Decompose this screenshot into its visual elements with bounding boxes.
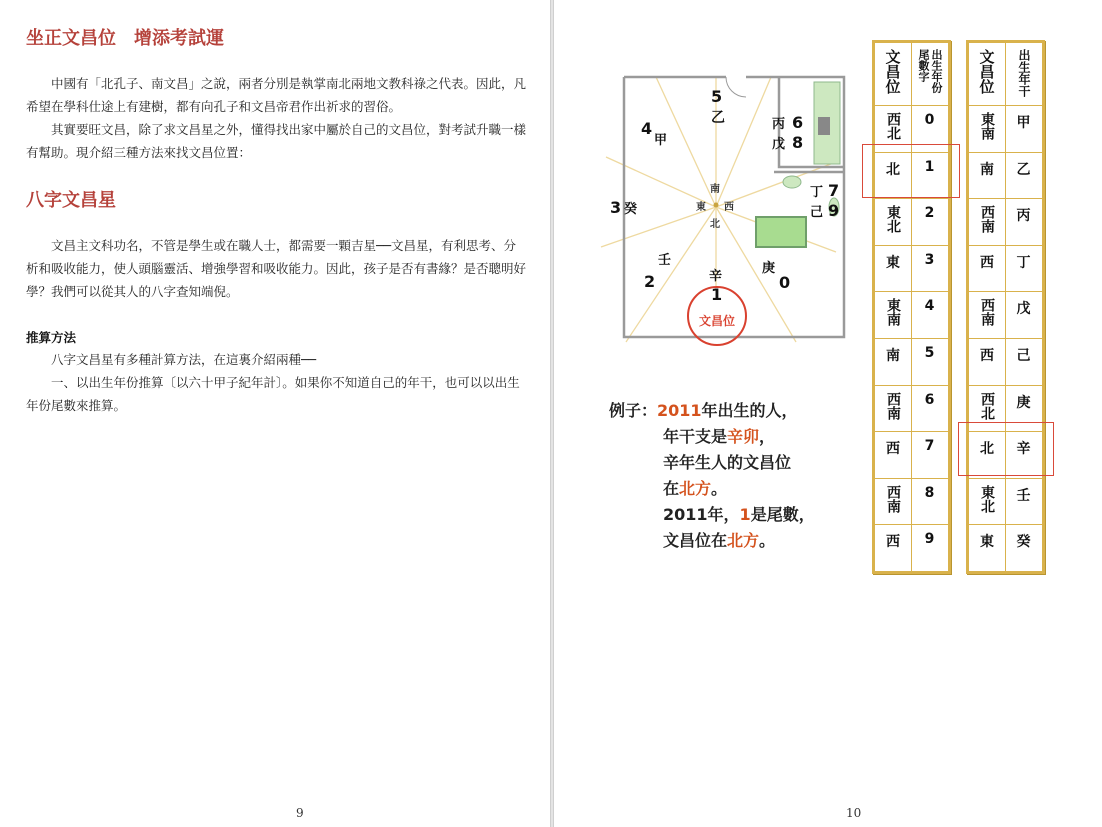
table-heavenly-stem: [966, 40, 1045, 574]
stove: [818, 117, 830, 135]
sector-stem-yi: 乙: [711, 110, 725, 126]
year-digit-value-cell: 9: [924, 531, 935, 548]
year-digit-position-cell: 北: [886, 161, 900, 178]
sector-num-1: 1: [711, 285, 723, 304]
year-digit-value-cell: 8: [924, 484, 935, 501]
year-digit-row: [875, 292, 948, 339]
heavenly-stem-row: [969, 339, 1042, 386]
compass-south: 南: [710, 184, 720, 195]
heavenly-stem-row: [969, 153, 1042, 200]
header-birth-stem: 出生年干: [1017, 49, 1031, 97]
year-digit-position-cell: 西: [886, 441, 900, 458]
heading-bazi-wenchang: 八字文昌星: [26, 190, 116, 211]
example-line-5: 2011年，1是尾數，: [663, 505, 815, 524]
heavenly-stem-row: [969, 525, 1042, 571]
heading-wenchang-seat: 坐正文昌位 增添考試運: [26, 28, 224, 49]
highlight-box-stem-xin: [958, 422, 1054, 476]
heavenly-stem-position-cell: 西南: [979, 205, 995, 234]
year-digit-value-cell: 4: [924, 298, 935, 315]
example-block: [609, 398, 815, 554]
heavenly-stem-value-cell: 甲: [1016, 115, 1031, 131]
table-heavenly-stem-header: [969, 43, 1042, 106]
heavenly-stem-value-cell: 己: [1016, 347, 1031, 364]
year-digit-value-cell: 6: [924, 391, 935, 408]
year-digit-position-cell: 東北: [885, 205, 901, 234]
heavenly-stem-row: [969, 246, 1042, 293]
heavenly-stem-value-cell: 乙: [1016, 161, 1031, 178]
year-digit-row: [875, 199, 948, 246]
table-year-digit: [872, 40, 951, 574]
table-year-digit-header: [875, 43, 948, 106]
sector-num-0: 0: [779, 273, 791, 292]
heavenly-stem-position-cell: 西北: [979, 391, 995, 420]
year-digit-position-cell: 南: [886, 347, 900, 364]
year-digit-value-cell: 2: [924, 205, 935, 222]
sector-num-2: 2: [644, 272, 656, 291]
example-line-3: 辛年生人的文昌位: [663, 453, 792, 472]
sector-num-9: 9: [828, 201, 840, 220]
sector-stem-bing: 丙: [772, 117, 786, 132]
year-digit-position-cell: 西: [886, 534, 900, 551]
sector-stem-gui: 癸: [624, 202, 638, 217]
heavenly-stem-row: [969, 292, 1042, 339]
compass-east: 東: [696, 202, 706, 213]
year-digit-value-cell: 7: [924, 438, 935, 455]
year-digit-row: [875, 339, 948, 386]
example-line-1: 例子：2011年出生的人，: [609, 401, 798, 420]
sector-labels: [610, 87, 839, 304]
paragraph-methods-intro: 其實要旺文昌，除了求文昌星之外，懂得找出家中屬於自己的文昌位，對考試升職一樣有幫助。現介紹三種方法來找文昌位置：: [26, 122, 527, 160]
heavenly-stem-row: [969, 199, 1042, 246]
highlight-box-year-1: [862, 144, 960, 198]
label-calculation-method: 推算方法: [26, 330, 77, 345]
year-digit-value-cell: 0: [924, 112, 935, 128]
sector-stem-xin: 辛: [709, 269, 723, 284]
year-digit-position-cell: 西南: [885, 391, 901, 420]
sector-stem-geng: 庚: [762, 261, 776, 276]
heavenly-stem-row: [969, 479, 1042, 526]
sector-stem-ji: 己: [810, 205, 824, 220]
sector-num-3: 3: [610, 198, 622, 217]
heavenly-stem-row: [969, 106, 1042, 153]
year-digit-value-cell: 1: [924, 158, 935, 175]
heavenly-stem-position-cell: 北: [980, 441, 994, 458]
year-digit-row: [875, 479, 948, 526]
example-line-6: 文昌位在北方。: [663, 531, 776, 550]
year-digit-position-cell: 東: [886, 254, 900, 271]
header-year-last-digit: 出生年份尾數字: [917, 49, 943, 93]
heavenly-stem-position-cell: 東北: [979, 484, 995, 513]
heavenly-stem-value-cell: 戊: [1016, 301, 1031, 318]
heavenly-stem-value-cell: 庚: [1016, 394, 1031, 411]
heavenly-stem-value-cell: 丙: [1016, 208, 1031, 225]
toilet: [783, 176, 801, 188]
paragraph-two-methods: 八字文昌星有多種計算方法，在這裏介紹兩種──: [51, 352, 317, 367]
sector-num-8: 8: [792, 133, 804, 152]
sector-num-6: 6: [792, 113, 804, 132]
heavenly-stem-value-cell: 辛: [1016, 441, 1031, 458]
heavenly-stem-position-cell: 南: [980, 161, 994, 178]
year-digit-value-cell: 5: [924, 344, 935, 361]
sector-num-5: 5: [711, 87, 723, 106]
right-page: [553, 0, 1102, 827]
heavenly-stem-position-cell: 西南: [979, 298, 995, 327]
table-heavenly-stem-body: [969, 106, 1042, 571]
year-digit-position-cell: 西南: [885, 484, 901, 513]
compass-north: 北: [710, 219, 720, 230]
example-line-2: 年干支是辛卯，: [663, 427, 776, 446]
paragraph-method-one: 一、以出生年份推算〔以六十甲子紀年計〕。如果你不知道自己的年干，也可以以出生年份尾數來推算。: [26, 375, 520, 413]
year-digit-row: [875, 386, 948, 433]
year-digit-row: [875, 432, 948, 479]
sector-num-7: 7: [828, 181, 840, 200]
paragraph-wenchang-star: 文昌主文科功名，不管是學生或在職人士，都需要一顆吉星──文昌星，有利思考、分析和吸收能力，使人頭腦靈活、增強學習和吸收能力。因此，孩子是否有書緣？是否聰明好學？我們可以從其人的八字查知端倪。: [26, 238, 527, 299]
year-digit-position-cell: 東南: [885, 298, 901, 327]
bathtub: [756, 217, 806, 247]
compass-west: 西: [724, 202, 734, 213]
header-wenchang-position: 文昌位: [883, 49, 902, 94]
page-number-left: 9: [296, 806, 304, 820]
heavenly-stem-position-cell: 東南: [979, 112, 995, 140]
paragraph-intro: 中國有「北孔子、南文昌」之說，兩者分別是執掌南北兩地文教科祿之代表。因此，凡希望在學科仕途上有建樹，都有向孔子和文昌帝君作出祈求的習俗。: [26, 76, 527, 114]
year-digit-position-cell: 西北: [885, 112, 901, 140]
example-line-4: 在北方。: [663, 479, 728, 498]
sector-stem-ren: 壬: [658, 253, 672, 268]
year-digit-row: [875, 525, 948, 571]
sector-stem-jia: 甲: [654, 133, 668, 148]
floorplan-diagram: [596, 72, 856, 357]
header-wenchang-position-2: 文昌位: [977, 49, 996, 94]
heavenly-stem-position-cell: 東: [980, 534, 994, 551]
sector-stem-wu: 戊: [772, 137, 786, 152]
heavenly-stem-value-cell: 壬: [1016, 487, 1031, 504]
sector-num-4: 4: [641, 119, 653, 138]
year-digit-row: [875, 246, 948, 293]
door-arc: [726, 77, 746, 97]
heavenly-stem-value-cell: 丁: [1016, 254, 1031, 271]
sector-stem-ding: 丁: [810, 185, 824, 200]
year-digit-value-cell: 3: [924, 251, 935, 268]
wenchang-marker-label: 文昌位: [699, 314, 736, 328]
heavenly-stem-position-cell: 西: [980, 347, 994, 364]
page-number-right: 10: [846, 806, 862, 820]
heavenly-stem-position-cell: 西: [980, 254, 994, 271]
heavenly-stem-value-cell: 癸: [1016, 534, 1031, 551]
